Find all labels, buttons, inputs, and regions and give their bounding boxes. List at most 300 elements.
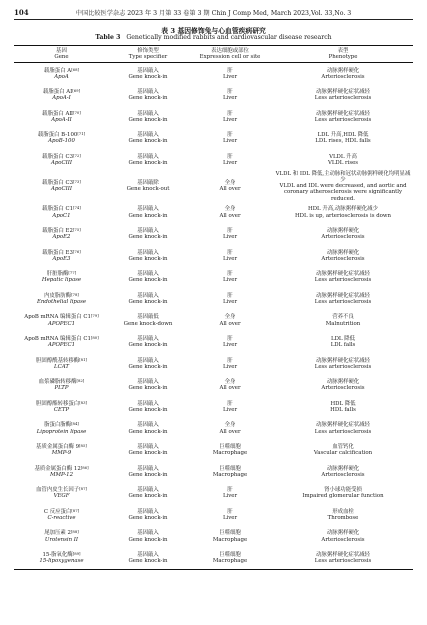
phenotype-cell-en: VLDL and IDL were decreased, and aortic and coronary atherosclerosis were significantly reduced. xyxy=(279,183,407,202)
gene-cell-en: 15-lipoxygenase xyxy=(39,558,84,565)
type-cell-en: Gene knock-in xyxy=(128,160,168,167)
type-cell xyxy=(109,504,187,526)
type-cell-en: Gene knock-in xyxy=(128,558,168,565)
type-cell-en: Gene knock-in xyxy=(128,116,168,123)
reference-mark: [89] xyxy=(72,550,81,556)
phenotype-cell-zh: 动脉粥样硬化 xyxy=(326,249,360,256)
phenotype-cell xyxy=(273,353,413,375)
type-cell-en: Gene knock-in xyxy=(128,212,168,219)
site-cell-en: Macrophage xyxy=(212,558,248,565)
type-cell xyxy=(109,461,187,483)
phenotype-cell-en: Less arteriosclerosis xyxy=(314,558,372,565)
gene-cell xyxy=(14,128,109,150)
gene-cell-zh: 肝脏脂酶 xyxy=(46,271,69,278)
type-cell xyxy=(109,85,187,107)
phenotype-cell-zh: 营养不良 xyxy=(332,314,354,321)
gene-cell-zh: 载脂蛋白 C1 xyxy=(42,206,74,213)
gene-cell-zh: 载脂蛋白 AⅠ xyxy=(42,89,73,96)
reference-mark: [82] xyxy=(76,378,85,384)
site-cell xyxy=(187,223,273,245)
gene-cell-en: ApoCIII xyxy=(50,186,73,193)
site-cell xyxy=(187,331,273,353)
type-cell xyxy=(109,288,187,310)
site-cell-zh: 肝 xyxy=(227,110,233,117)
type-cell xyxy=(109,547,187,569)
col-header-zh: 修饰类型 xyxy=(109,46,187,55)
type-cell-en: Gene knock-down xyxy=(123,320,173,327)
gene-cell-zh: 脂蛋白脂酶 xyxy=(44,422,72,429)
gene-cell xyxy=(14,223,109,245)
site-cell-zh: 全身 xyxy=(224,422,236,429)
phenotype-cell-zh: LDL 降低 xyxy=(331,336,355,343)
table-row xyxy=(14,439,413,461)
phenotype-cell-en: VLDL rises xyxy=(327,160,359,167)
type-cell xyxy=(109,171,187,202)
type-cell-zh: 基因敲入 xyxy=(137,400,159,407)
reference-mark: [71] xyxy=(77,131,86,137)
table-row xyxy=(14,461,413,483)
phenotype-cell-en: Impaired glomerular function xyxy=(302,493,384,500)
site-cell xyxy=(187,353,273,375)
site-cell-en: Macrophage xyxy=(212,536,248,543)
reference-mark: [84] xyxy=(71,421,79,427)
phenotype-cell-en: HDL is up, arteriosclerosis is down xyxy=(294,212,392,219)
site-cell-en: Liver xyxy=(222,277,238,284)
type-cell xyxy=(109,128,187,150)
gene-cell-en: Urotensin II xyxy=(44,536,79,543)
site-cell-zh: 肝 xyxy=(227,487,233,494)
phenotype-cell xyxy=(273,245,413,267)
gene-cell xyxy=(14,245,109,267)
gene-cell-en: APOPEC1 xyxy=(47,342,76,349)
gene-cell xyxy=(14,461,109,483)
type-cell-zh: 基因敲入 xyxy=(137,271,159,278)
type-cell xyxy=(109,439,187,461)
phenotype-cell xyxy=(273,331,413,353)
phenotype-cell-zh: LDL 升高,HDL 降低 xyxy=(317,132,369,139)
site-cell-zh: 肝 xyxy=(227,153,233,160)
phenotype-cell-en: Arteriosclerosis xyxy=(321,536,365,543)
gene-cell xyxy=(14,375,109,397)
col-header-en: Type specifier xyxy=(109,54,187,62)
table-row xyxy=(14,245,413,267)
table-row xyxy=(14,310,413,332)
type-cell-zh: 基因敲入 xyxy=(137,379,159,386)
site-cell-en: Liver xyxy=(222,493,238,500)
phenotype-cell xyxy=(273,223,413,245)
table-row xyxy=(14,62,413,84)
phenotype-cell-en: LDL falls xyxy=(330,342,356,349)
phenotype-cell-zh: 动脉粥样硬化症状减轻 xyxy=(316,89,370,96)
type-cell-zh: 基因敲入 xyxy=(137,336,159,343)
gene-cell-en: CETP xyxy=(53,407,70,414)
site-cell-en: Liver xyxy=(222,138,238,145)
type-cell xyxy=(109,353,187,375)
phenotype-cell-zh: 形成血栓 xyxy=(332,508,354,515)
type-cell-zh: 基因敲入 xyxy=(137,551,159,558)
site-cell xyxy=(187,418,273,440)
site-cell-zh: 巨噬细胞 xyxy=(219,465,241,472)
gene-cell-zh: 内皮脂肪酶 xyxy=(44,292,72,299)
gene-cell-zh: 载脂蛋白 E2 xyxy=(42,228,73,235)
site-cell xyxy=(187,85,273,107)
phenotype-cell-en: Less arteriosclerosis xyxy=(314,428,372,435)
phenotype-cell xyxy=(273,504,413,526)
table-row xyxy=(14,504,413,526)
col-header-en: Gene xyxy=(14,54,109,62)
gene-cell-en: ApoE2 xyxy=(52,234,71,241)
type-cell-en: Gene knock-in xyxy=(128,385,168,392)
site-cell-zh: 肝 xyxy=(227,271,233,278)
gene-cell-zh: 基质金属蛋白酶 12 xyxy=(34,465,81,472)
gene-cell-zh: 15-脂氧化酶 xyxy=(42,551,73,558)
site-cell-en: Liver xyxy=(222,515,238,521)
site-cell xyxy=(187,128,273,150)
gene-cell-en: ApoE3 xyxy=(52,255,71,262)
gene-cell-zh: 尾加压素 2 xyxy=(44,530,71,537)
site-cell xyxy=(187,526,273,548)
table-row xyxy=(14,149,413,171)
gene-cell xyxy=(14,439,109,461)
gene-cell xyxy=(14,106,109,128)
phenotype-cell-en: Arteriosclerosis xyxy=(321,234,365,241)
phenotype-cell xyxy=(273,106,413,128)
table-row xyxy=(14,418,413,440)
phenotype-cell-en: Vascular calcification xyxy=(313,450,373,457)
site-cell-zh: 巨噬细胞 xyxy=(219,551,241,558)
phenotype-cell-zh: 动脉粥样硬化症状减轻 xyxy=(316,271,370,278)
type-cell-en: Gene knock-in xyxy=(128,255,168,262)
table-caption-en xyxy=(0,34,427,41)
gene-cell-zh: 胆固醇酰基转移酶 xyxy=(36,357,80,364)
type-cell-zh: 基因敲入 xyxy=(137,153,159,160)
type-cell-zh: 基因敲入 xyxy=(137,228,159,235)
gene-cell-en: ApoA-I xyxy=(52,95,71,102)
gene-cell-en: PLTP xyxy=(54,385,69,392)
table-row xyxy=(14,128,413,150)
gene-table xyxy=(14,45,413,570)
phenotype-cell-zh: HDL 升高,动脉粥样硬化减少 xyxy=(308,206,378,213)
phenotype-cell-zh: 动脉粥样硬化 xyxy=(326,67,360,74)
type-cell-en: Gene knock-out xyxy=(126,186,170,193)
reference-mark: [81] xyxy=(79,356,87,362)
phenotype-cell-zh: HDL 降低 xyxy=(330,400,356,407)
type-cell xyxy=(109,375,187,397)
phenotype-cell-en: Malnutrition xyxy=(325,320,361,327)
type-cell xyxy=(109,267,187,289)
site-cell-zh: 肝 xyxy=(227,336,233,343)
gene-cell xyxy=(14,504,109,526)
phenotype-cell-en: Arteriosclerosis xyxy=(321,255,365,262)
type-cell-en: Gene knock-in xyxy=(128,493,168,500)
phenotype-cell-en: Thrombose xyxy=(327,515,359,521)
type-cell xyxy=(109,223,187,245)
site-cell xyxy=(187,396,273,418)
phenotype-cell-zh: 动脉粥样硬化症状减轻 xyxy=(316,292,370,299)
reference-mark: [87] xyxy=(71,507,80,513)
phenotype-cell xyxy=(273,288,413,310)
table-row xyxy=(14,223,413,245)
site-cell-zh: 肝 xyxy=(227,132,233,139)
gene-cell xyxy=(14,547,109,569)
reference-mark: [77] xyxy=(68,270,77,276)
gene-cell xyxy=(14,202,109,224)
gene-cell-zh: 载脂蛋白 B-100 xyxy=(37,132,78,139)
type-cell-zh: 基因敲入 xyxy=(137,89,159,96)
table-row xyxy=(14,547,413,569)
site-cell-zh: 肝 xyxy=(227,508,233,515)
gene-cell-en: ApoB-100 xyxy=(48,138,75,145)
reference-mark: [78] xyxy=(71,291,79,297)
site-cell-en: All over xyxy=(219,212,241,219)
type-cell xyxy=(109,202,187,224)
reference-mark: [75] xyxy=(72,227,81,233)
gene-cell xyxy=(14,288,109,310)
site-cell-en: Liver xyxy=(222,73,238,80)
type-cell-en: Gene knock-in xyxy=(128,536,168,543)
gene-cell xyxy=(14,149,109,171)
reference-mark: [79] xyxy=(90,313,99,319)
table-header xyxy=(14,46,413,63)
table-row xyxy=(14,288,413,310)
type-cell-zh: 基因敲入 xyxy=(137,530,159,537)
reference-mark: [69] xyxy=(72,88,81,94)
table-title-en: Genetically modified rabbits and cardiovascular disease research xyxy=(126,34,332,41)
type-cell xyxy=(109,245,187,267)
gene-cell-en: MMP-9 xyxy=(51,450,72,457)
site-cell-en: Liver xyxy=(222,299,238,306)
type-cell-zh: 基因敲入 xyxy=(137,357,159,364)
reference-mark: [83] xyxy=(79,399,87,405)
gene-cell xyxy=(14,267,109,289)
type-cell-en: Gene knock-in xyxy=(128,234,168,241)
site-cell xyxy=(187,288,273,310)
col-header-zh: 基因 xyxy=(14,46,109,55)
gene-cell xyxy=(14,171,109,202)
gene-cell-zh: C 反应蛋白 xyxy=(43,508,72,515)
reference-mark: [88] xyxy=(70,529,79,535)
type-cell-zh: 基因敲入 xyxy=(137,132,159,139)
journal-info: 中国比较医学杂志 2023 年 3 月第 33 卷第 3 期 Chin J Comp Med, March 2023,Vol. 33,No. 3 xyxy=(75,9,352,17)
type-cell-zh: 基因敲入 xyxy=(137,67,159,74)
site-cell-en: Liver xyxy=(222,116,238,123)
site-cell-en: Macrophage xyxy=(212,471,248,478)
col-header-zh: 表达细胞或部位 xyxy=(187,46,273,55)
type-cell-en: Gene knock-in xyxy=(128,407,168,414)
type-cell-en: Gene knock-in xyxy=(128,471,168,478)
phenotype-cell-zh: 血管钙化 xyxy=(332,444,354,451)
site-cell-en: All over xyxy=(219,320,241,327)
site-cell-en: Liver xyxy=(222,234,238,241)
site-cell-zh: 肝 xyxy=(227,400,233,407)
phenotype-cell xyxy=(273,526,413,548)
phenotype-cell-zh: 动脉粥样硬化 xyxy=(326,530,360,537)
site-cell-en: All over xyxy=(219,385,241,392)
gene-cell xyxy=(14,526,109,548)
table-row xyxy=(14,396,413,418)
phenotype-cell xyxy=(273,202,413,224)
phenotype-cell xyxy=(273,310,413,332)
col-header-zh: 表型 xyxy=(273,46,413,55)
site-cell-zh: 全身 xyxy=(224,180,236,187)
site-cell xyxy=(187,439,273,461)
table-row xyxy=(14,106,413,128)
phenotype-cell xyxy=(273,439,413,461)
site-cell-zh: 肝 xyxy=(227,67,233,74)
site-cell xyxy=(187,483,273,505)
type-cell-en: Gene knock-in xyxy=(128,138,168,145)
phenotype-cell xyxy=(273,171,413,202)
site-cell-en: Liver xyxy=(222,407,238,414)
site-cell-en: Liver xyxy=(222,342,238,349)
gene-cell-en: APOPEC1 xyxy=(47,320,76,327)
site-cell-zh: 肝 xyxy=(227,89,233,96)
phenotype-cell-en: Arteriosclerosis xyxy=(321,385,365,392)
type-cell-zh: 基因敲入 xyxy=(137,249,159,256)
gene-cell-zh: 基质金属蛋白酶 9 xyxy=(36,444,80,451)
reference-mark: [70] xyxy=(73,109,81,115)
site-cell xyxy=(187,375,273,397)
reference-mark: [86] xyxy=(80,464,89,470)
type-cell xyxy=(109,149,187,171)
site-cell-zh: 肝 xyxy=(227,249,233,256)
gene-cell xyxy=(14,418,109,440)
gene-cell-en: ApoA-II xyxy=(51,116,72,123)
phenotype-cell-zh: VLDL 升高 xyxy=(329,153,357,160)
gene-cell xyxy=(14,62,109,84)
table-row xyxy=(14,526,413,548)
gene-cell-en: VEGF xyxy=(53,493,70,500)
phenotype-cell xyxy=(273,375,413,397)
phenotype-cell-en: Less arteriosclerosis xyxy=(314,95,372,102)
reference-mark: [74] xyxy=(73,205,81,211)
type-cell xyxy=(109,483,187,505)
site-cell-en: Liver xyxy=(222,95,238,102)
site-cell xyxy=(187,310,273,332)
site-cell-en: Liver xyxy=(222,363,238,370)
reference-mark: [80] xyxy=(90,335,99,341)
table-row xyxy=(14,353,413,375)
phenotype-cell xyxy=(273,85,413,107)
site-cell-en: All over xyxy=(219,428,241,435)
site-cell xyxy=(187,547,273,569)
site-cell xyxy=(187,149,273,171)
site-cell-zh: 全身 xyxy=(224,379,236,386)
gene-cell-en: Endothelial lipase xyxy=(36,299,87,306)
site-cell-en: Macrophage xyxy=(212,450,248,457)
type-cell-en: Gene knock-in xyxy=(128,95,168,102)
phenotype-cell-en: Less arteriosclerosis xyxy=(314,277,372,284)
type-cell-zh: 基因敲除 xyxy=(137,180,159,187)
type-cell-zh: 基因敲入 xyxy=(137,422,159,429)
type-cell-zh: 基因敲低 xyxy=(137,314,159,321)
gene-cell-zh: 载脂蛋白 E3 xyxy=(42,249,73,256)
type-cell-en: Gene knock-in xyxy=(128,428,168,435)
site-cell-zh: 巨噬细胞 xyxy=(219,530,241,537)
gene-cell-zh: 血管内皮生长因子 xyxy=(36,487,80,494)
site-cell xyxy=(187,106,273,128)
reference-mark: [87] xyxy=(79,486,87,492)
gene-cell-zh: 胆固醇酯转移蛋白 xyxy=(36,400,80,407)
type-cell xyxy=(109,331,187,353)
type-cell-zh: 基因敲入 xyxy=(137,444,159,451)
type-cell-zh: 基因敲入 xyxy=(137,465,159,472)
type-cell-en: Gene knock-in xyxy=(128,363,168,370)
type-cell-zh: 基因敲入 xyxy=(137,292,159,299)
type-cell xyxy=(109,418,187,440)
site-cell-en: Liver xyxy=(222,255,238,262)
gene-cell xyxy=(14,310,109,332)
table-row xyxy=(14,331,413,353)
table-row xyxy=(14,171,413,202)
gene-cell-en: LCAT xyxy=(54,363,69,370)
site-cell xyxy=(187,461,273,483)
gene-cell-zh: 载脂蛋白 C3 xyxy=(42,180,74,187)
gene-cell-en: Hepatic lipase xyxy=(41,277,82,284)
site-cell-zh: 全身 xyxy=(224,206,236,213)
table-caption-zh: 表 3 基因修饰兔与心血管疾病研究 xyxy=(161,27,266,35)
phenotype-cell-en: Arteriosclerosis xyxy=(321,73,365,80)
table-row xyxy=(14,267,413,289)
phenotype-cell xyxy=(273,483,413,505)
gene-cell-en: C-reactive xyxy=(47,515,76,521)
type-cell xyxy=(109,526,187,548)
type-cell-en: Gene knock-in xyxy=(128,277,168,284)
type-cell xyxy=(109,106,187,128)
phenotype-cell xyxy=(273,128,413,150)
gene-cell-zh: 载脂蛋白 C3 xyxy=(42,153,74,160)
type-cell-zh: 基因敲入 xyxy=(137,508,159,515)
phenotype-cell-zh: 动脉粥样硬化 xyxy=(326,465,360,472)
phenotype-cell-en: HDL falls xyxy=(330,407,356,414)
site-cell-zh: 肝 xyxy=(227,292,233,299)
gene-cell-zh: 载脂蛋白 A xyxy=(44,67,72,74)
table-row xyxy=(14,483,413,505)
phenotype-cell xyxy=(273,461,413,483)
phenotype-cell-zh: 肾小球功能受损 xyxy=(324,487,362,494)
phenotype-cell-zh: 动脉粥样硬化 xyxy=(326,379,360,386)
phenotype-cell xyxy=(273,418,413,440)
type-cell-zh: 基因敲入 xyxy=(137,487,159,494)
table-row xyxy=(14,85,413,107)
site-cell xyxy=(187,62,273,84)
gene-cell-zh: ApoB mRNA 编辑蛋白 C1 xyxy=(24,314,91,321)
type-cell-zh: 基因敲入 xyxy=(137,110,159,117)
site-cell-en: Liver xyxy=(222,160,238,167)
phenotype-cell-en: Less arteriosclerosis xyxy=(314,116,372,123)
type-cell-en: Gene knock-in xyxy=(128,450,168,457)
reference-mark: [85] xyxy=(79,443,87,449)
type-cell-en: Gene knock-in xyxy=(128,342,168,349)
table-row xyxy=(14,375,413,397)
phenotype-cell xyxy=(273,149,413,171)
phenotype-cell-zh: 动脉粥样硬化 xyxy=(326,228,360,235)
type-cell-zh: 基因敲入 xyxy=(137,206,159,213)
site-cell-en: All over xyxy=(219,186,241,193)
phenotype-cell-zh: 动脉粥样硬化症状减轻 xyxy=(316,110,370,117)
site-cell xyxy=(187,202,273,224)
gene-cell xyxy=(14,331,109,353)
page-number: 104 xyxy=(14,7,29,17)
page-header xyxy=(14,5,413,20)
type-cell xyxy=(109,396,187,418)
gene-cell-zh: 血浆磷脂转移酶 xyxy=(38,379,77,386)
col-header-en: Phenotype xyxy=(273,54,413,62)
table-row xyxy=(14,202,413,224)
phenotype-cell-zh: 动脉粥样硬化症状减轻 xyxy=(316,551,370,558)
gene-cell-en: ApoA xyxy=(54,73,69,80)
site-cell-zh: 肝 xyxy=(227,357,233,364)
